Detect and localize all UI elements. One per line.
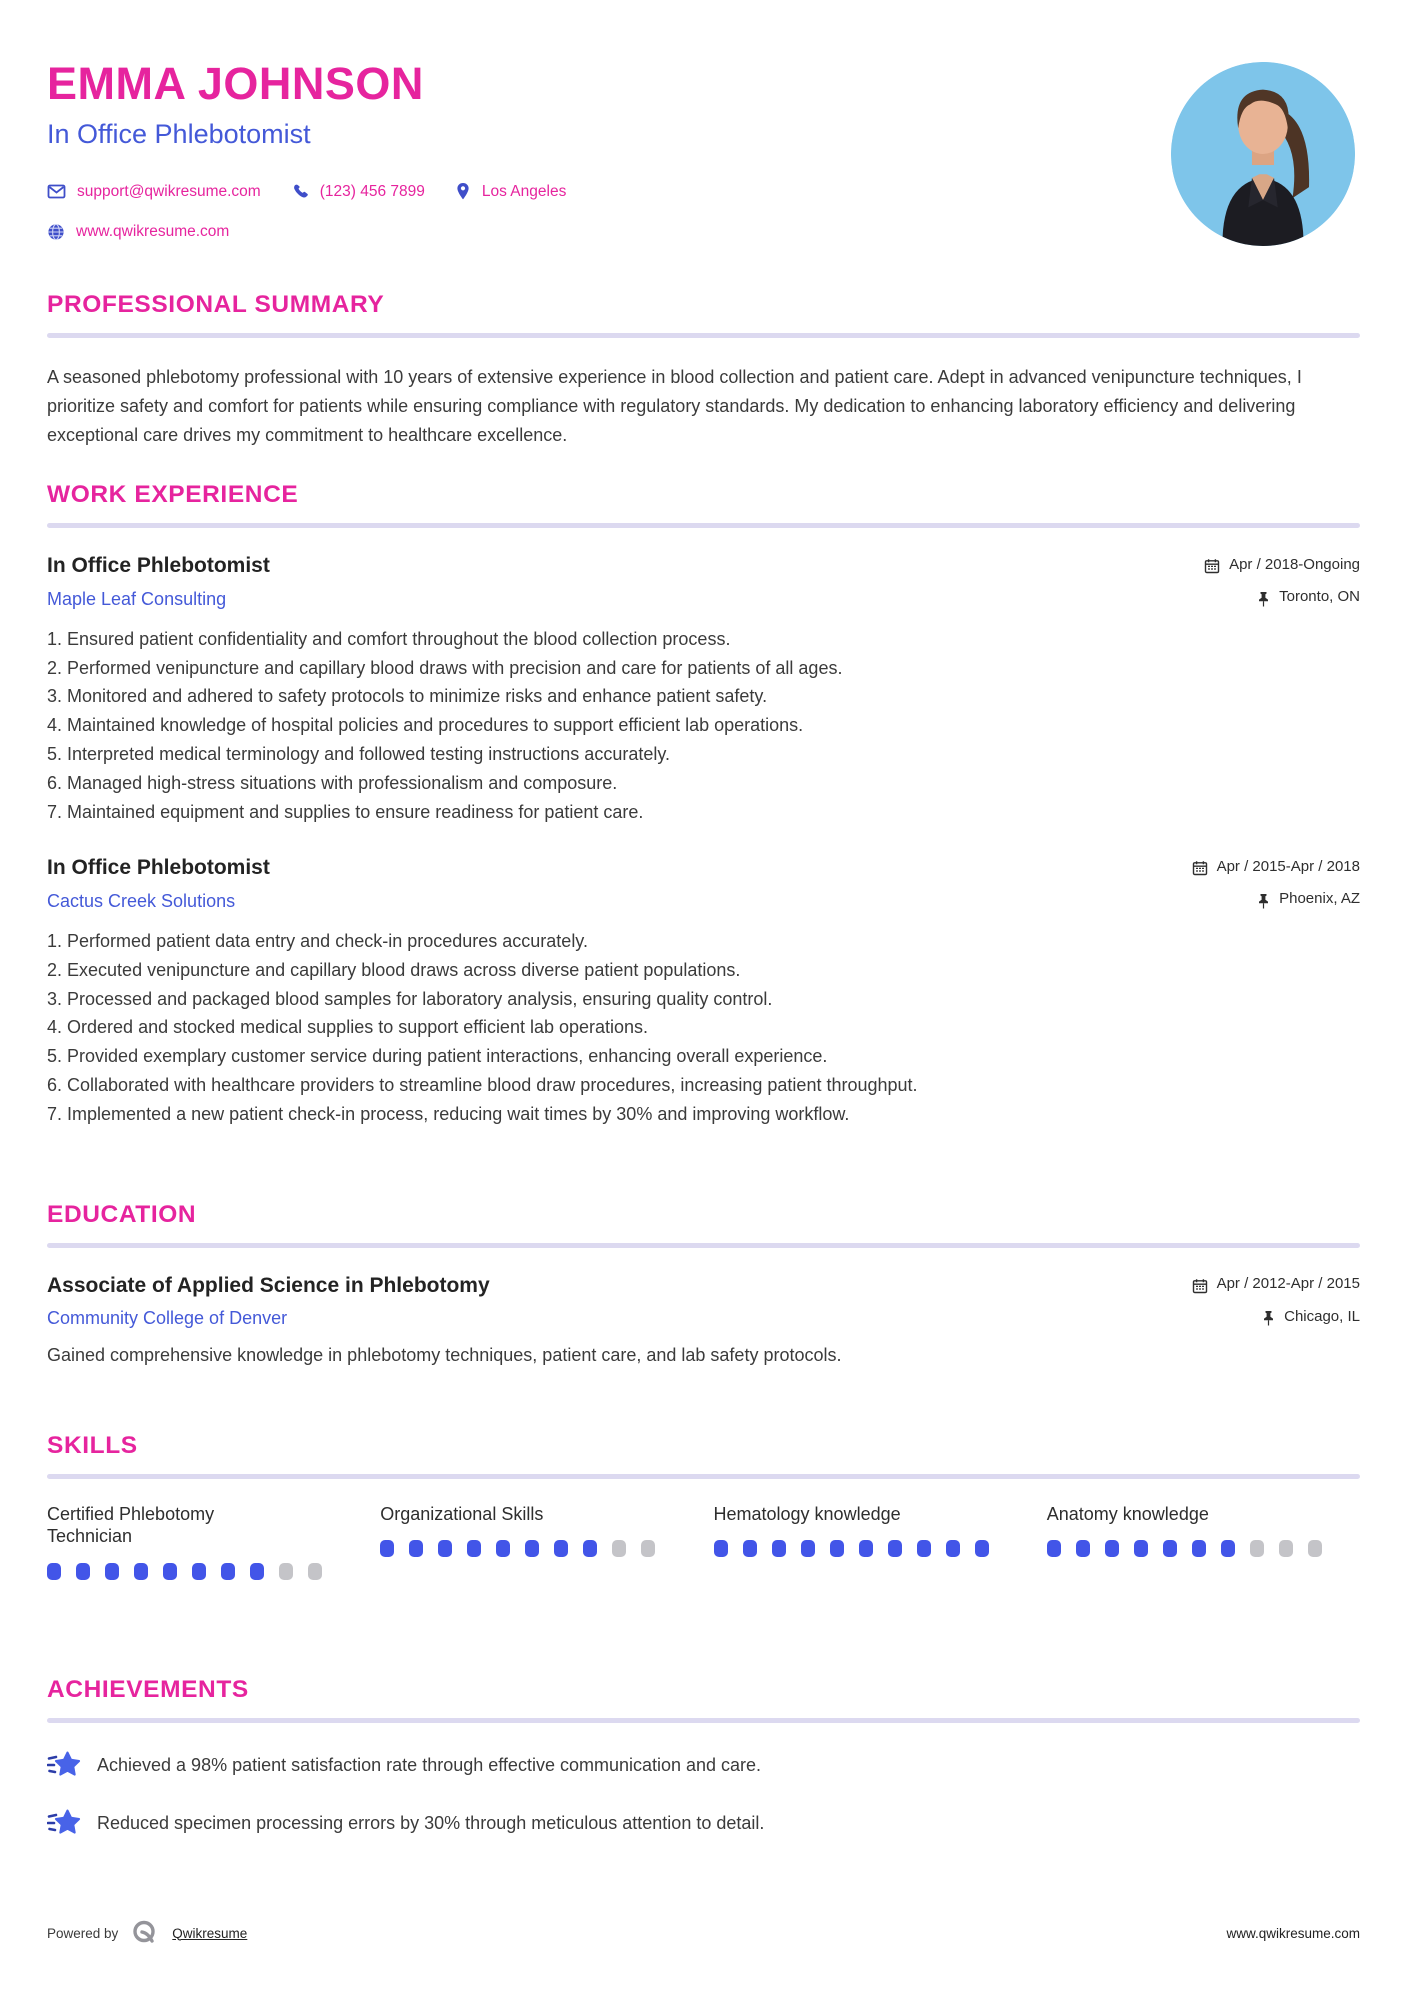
job-bullet-list [47,625,1360,827]
achievements-heading: ACHIEVEMENTS [47,1675,249,1703]
education-note: Gained comprehensive knowledge in phlebotomy techniques, patient care, and lab safety protocols. [47,1345,842,1366]
skill-dot-filled [801,1540,815,1557]
education-heading: EDUCATION [47,1200,197,1228]
skill-dot-filled [250,1563,264,1580]
summary-text: A seasoned phlebotomy professional with 10 years of extensive experience in blood collection and patient care. Adept in advanced venipuncture techniques, I prioritize safety and comfort for patients while ensuring compliance with regulatory standards. My dedication to enhancing laboratory efficiency and delivering exceptional care drives my commitment to healthcare excellence. [47,367,1302,445]
job-bullet: Interpreted medical terminology and followed testing instructions accurately. [67,744,671,765]
powered-by [47,1918,247,1948]
calendar-icon [1204,556,1220,572]
skill-dot-filled [830,1540,844,1557]
calendar-icon [1192,858,1208,874]
skill-dot-empty [1250,1540,1264,1557]
skill-dot-empty [1308,1540,1322,1557]
skill-dot-filled [743,1540,757,1557]
pushpin-icon [1257,891,1270,907]
skill-dot-empty [1279,1540,1293,1557]
achievement-list [47,1749,1360,1841]
contact-location[interactable] [455,182,566,201]
qwikresume-brand-link[interactable]: Qwikresume [172,1925,248,1941]
skill-dot-empty [308,1563,322,1580]
skill-dot-filled [496,1540,510,1557]
qwikresume-q-logo [130,1918,160,1948]
contact-phone[interactable] [291,182,425,201]
section-education [47,1201,1360,1370]
education-date [1192,1275,1360,1292]
summary-heading: PROFESSIONAL SUMMARY [47,291,385,318]
section-work-experience [47,481,1360,1128]
section-achievements [47,1676,1360,1841]
skills-grid [47,1503,1360,1580]
skill-dot-filled [76,1563,90,1580]
skill-dot-filled [1221,1540,1235,1557]
globe-icon [47,223,65,241]
skill-name: Anatomy knowledge [1046,1503,1209,1524]
job-bullet: Performed venipuncture and capillary blood draws with precision and care for patients of all ages. [67,657,843,678]
skill-dot-filled [1163,1540,1177,1557]
skill-dot-filled [380,1540,394,1557]
resume-header [47,58,1360,241]
skill-dot-filled [583,1540,597,1557]
job-location [1257,890,1360,907]
shooting-star-icon [47,1749,81,1783]
job-bullet: Ordered and stocked medical supplies to support efficient lab operations. [67,1017,649,1038]
skill-dot-filled [525,1540,539,1557]
pushpin-icon [1257,589,1270,605]
achievement-item [47,1749,1360,1783]
skill-dot-filled [221,1563,235,1580]
section-divider [47,1243,1360,1248]
education-location-text: Chicago, IL [1284,1307,1360,1325]
candidate-job-title: In Office Phlebotomist [47,119,311,149]
envelope-icon [47,182,66,201]
job-entry [47,554,1360,826]
skill-item [1047,1503,1360,1558]
section-divider [47,333,1360,338]
skill-dot-filled [1192,1540,1206,1557]
education-location [1262,1308,1360,1325]
contact-info [47,182,687,241]
page-footer [47,1918,1360,1948]
candidate-name: EMMA JOHNSON [47,58,424,109]
achievement-text: Reduced specimen processing errors by 30% through meticulous attention to detail. [97,1813,765,1834]
job-bullet-list [47,927,1360,1129]
skill-dot-filled [772,1540,786,1557]
job-title: In Office Phlebotomist [47,554,270,578]
school-name: Community College of Denver [47,1308,288,1329]
skill-dot-filled [554,1540,568,1557]
work-heading: WORK EXPERIENCE [47,481,299,509]
calendar-icon [1192,1276,1208,1292]
skill-dot-filled [975,1540,989,1557]
job-bullet: Maintained equipment and supplies to ensure readiness for patient care. [67,801,644,822]
section-professional-summary [47,291,1360,449]
shooting-star-icon [47,1807,81,1841]
profile-photo [1171,62,1355,246]
achievement-item [47,1807,1360,1841]
skill-dot-filled [47,1563,61,1580]
skill-dot-filled [409,1540,423,1557]
skill-dot-filled [1134,1540,1148,1557]
skill-dot-filled [917,1540,931,1557]
skills-heading: SKILLS [47,1431,138,1459]
profile-photo-illustration [1171,62,1355,246]
job-date [1204,556,1360,573]
contact-phone-text: (123) 456 7899 [319,182,425,200]
job-date [1192,858,1360,875]
job-company: Cactus Creek Solutions [47,890,236,911]
skill-dot-filled [192,1563,206,1580]
skill-dot-filled [467,1540,481,1557]
section-divider [47,1474,1360,1479]
contact-website[interactable] [47,223,229,241]
skill-item [380,1503,693,1558]
skill-name: Hematology knowledge [713,1503,901,1524]
skill-level-dots [1047,1540,1360,1557]
skill-name: Certified Phlebotomy Technician [47,1503,215,1547]
job-bullet: Implemented a new patient check-in process, reducing wait times by 30% and improving workflow. [67,1103,850,1124]
contact-email[interactable] [47,182,261,201]
education-date-text: Apr / 2012-Apr / 2015 [1216,1275,1360,1293]
job-bullet: Maintained knowledge of hospital policies and procedures to support efficient lab operations. [67,715,804,736]
skill-dot-empty [279,1563,293,1580]
skill-level-dots [47,1563,360,1580]
job-bullet: Provided exemplary customer service during patient interactions, enhancing overall experience. [67,1046,828,1067]
skill-dot-filled [163,1563,177,1580]
skill-dot-filled [134,1563,148,1580]
job-location-text: Phoenix, AZ [1279,890,1360,908]
job-company: Maple Leaf Consulting [47,588,227,609]
skill-dot-filled [1076,1540,1090,1557]
job-bullet: Executed venipuncture and capillary blood draws across diverse patient populations. [67,959,741,980]
phone-icon [291,183,309,201]
education-entry [47,1274,1360,1370]
job-date-text: Apr / 2015-Apr / 2018 [1216,857,1360,875]
skill-level-dots [714,1540,1027,1557]
job-date-text: Apr / 2018-Ongoing [1229,555,1360,573]
job-bullet: Managed high-stress situations with professionalism and composure. [67,772,618,793]
skill-dot-filled [105,1563,119,1580]
section-skills [47,1432,1360,1580]
skill-name: Organizational Skills [380,1503,544,1524]
contact-location-text: Los Angeles [481,182,567,200]
job-location [1257,588,1360,605]
section-divider [47,523,1360,528]
skill-item [714,1503,1027,1558]
skill-dot-filled [1047,1540,1061,1557]
achievement-text: Achieved a 98% patient satisfaction rate through effective communication and care. [97,1755,762,1776]
skill-dot-empty [641,1540,655,1557]
job-bullet: Performed patient data entry and check-in procedures accurately. [67,930,588,951]
skill-dot-filled [1105,1540,1119,1557]
pushpin-icon [1262,1308,1275,1324]
location-pin-icon [455,182,471,201]
skill-dot-filled [888,1540,902,1557]
contact-email-text: support@qwikresume.com [77,182,261,200]
section-divider [47,1718,1360,1723]
degree-title: Associate of Applied Science in Phlebotomy [47,1273,490,1297]
skill-dot-filled [714,1540,728,1557]
skill-dot-filled [946,1540,960,1557]
job-entry [47,856,1360,1128]
skill-item [47,1503,360,1580]
job-bullet: Processed and packaged blood samples for laboratory analysis, ensuring quality control. [67,988,773,1009]
job-bullet: Monitored and adhered to safety protocols to minimize risks and enhance patient safety. [67,686,768,707]
job-title: In Office Phlebotomist [47,856,270,880]
skill-dot-empty [612,1540,626,1557]
skill-level-dots [380,1540,693,1557]
contact-website-text: www.qwikresume.com [76,223,230,240]
skill-dot-filled [438,1540,452,1557]
job-bullet: Collaborated with healthcare providers to streamline blood draw procedures, increasing patient throughput. [67,1074,918,1095]
skill-dot-filled [859,1540,873,1557]
footer-website-link[interactable]: www.qwikresume.com [1226,1925,1360,1941]
job-bullet: Ensured patient confidentiality and comfort throughout the blood collection process. [67,628,731,649]
job-location-text: Toronto, ON [1279,588,1360,606]
powered-by-label: Powered by [47,1925,119,1941]
